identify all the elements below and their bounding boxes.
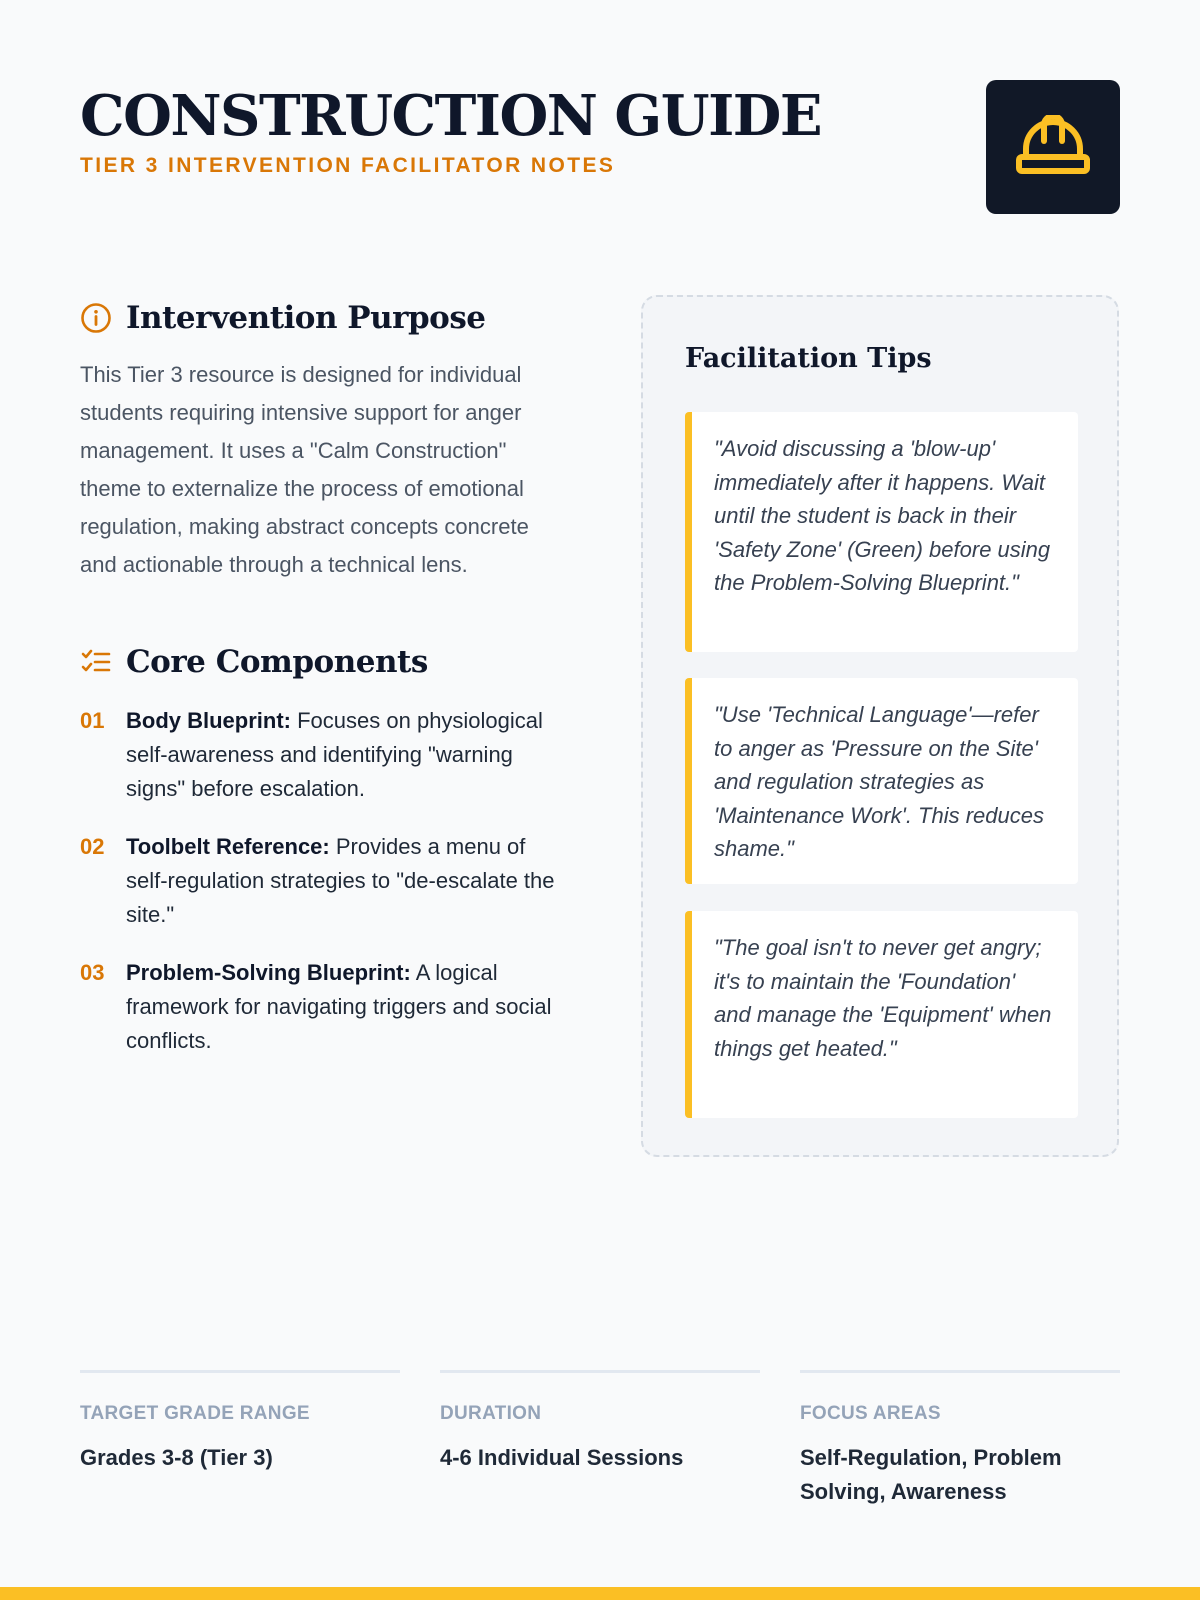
duration-block [440, 1370, 760, 1475]
item-body [126, 956, 560, 1058]
item-body [126, 704, 560, 806]
list-item [80, 704, 560, 806]
facilitation-tips-panel [641, 295, 1119, 1157]
left-column [80, 298, 560, 1082]
purpose-heading: Intervention Purpose [126, 300, 486, 336]
bottom-accent-bar [0, 1587, 1200, 1600]
hard-hat-icon [1014, 115, 1092, 179]
page-subtitle: TIER 3 INTERVENTION FACILITATOR NOTES [80, 154, 616, 177]
item-title: Body Blueprint: [126, 708, 291, 733]
grade-range-value: Grades 3-8 (Tier 3) [80, 1445, 273, 1470]
item-body [126, 830, 560, 932]
focus-areas-block [800, 1370, 1120, 1509]
page-header [80, 80, 1120, 215]
tip-quote: "Use 'Technical Language'—refer to anger as 'Pressure on the Site' and regulation strategies as 'Maintenance Work'. This reduces shame." [685, 678, 1078, 884]
checklist-icon [80, 646, 112, 678]
item-number: 02 [80, 834, 105, 859]
components-section [80, 642, 560, 1058]
item-text: A logical framework for navigating triggers and social conflicts. [126, 960, 552, 1053]
list-item [80, 830, 560, 932]
list-item [80, 956, 560, 1058]
item-number: 01 [80, 708, 105, 733]
purpose-text: This Tier 3 resource is designed for individual students requiring intensive support for anger management. It uses a "Calm Construction" theme to externalize the process of emotional regulation, making abstract concepts concrete and actionable through a technical lens. [80, 362, 529, 577]
components-list [80, 704, 560, 1058]
item-title: Toolbelt Reference: [126, 834, 330, 859]
grade-range-block [80, 1370, 400, 1475]
purpose-header [80, 298, 560, 338]
item-text: Focuses on physiological self-awareness and identifying "warning signs" before escalation. [126, 708, 543, 801]
item-title: Problem-Solving Blueprint: [126, 960, 411, 985]
focus-areas-value: Self-Regulation, Problem Solving, Awareness [800, 1445, 1062, 1504]
duration-label: DURATION [440, 1403, 542, 1424]
focus-areas-label: FOCUS AREAS [800, 1403, 941, 1424]
components-heading: Core Components [126, 644, 428, 680]
item-number: 03 [80, 960, 105, 985]
item-text: Provides a menu of self-regulation strategies to "de-escalate the site." [126, 834, 555, 927]
info-icon [80, 302, 112, 334]
components-header [80, 642, 560, 682]
logo-badge [986, 80, 1120, 214]
grade-range-label: TARGET GRADE RANGE [80, 1403, 310, 1424]
page-title: CONSTRUCTION GUIDE [80, 83, 822, 149]
tip-quote: "Avoid discussing a 'blow-up' immediately after it happens. Wait until the student is back in their 'Safety Zone' (Green) before using the Problem-Solving Blueprint." [685, 412, 1078, 652]
purpose-section [80, 298, 560, 584]
duration-value: 4-6 Individual Sessions [440, 1445, 684, 1470]
tip-quote: "The goal isn't to never get angry; it's to maintain the 'Foundation' and manage the 'Equipment' when things get heated." [685, 911, 1078, 1118]
tips-heading: Facilitation Tips [685, 343, 932, 374]
info-footer [80, 1370, 1120, 1520]
